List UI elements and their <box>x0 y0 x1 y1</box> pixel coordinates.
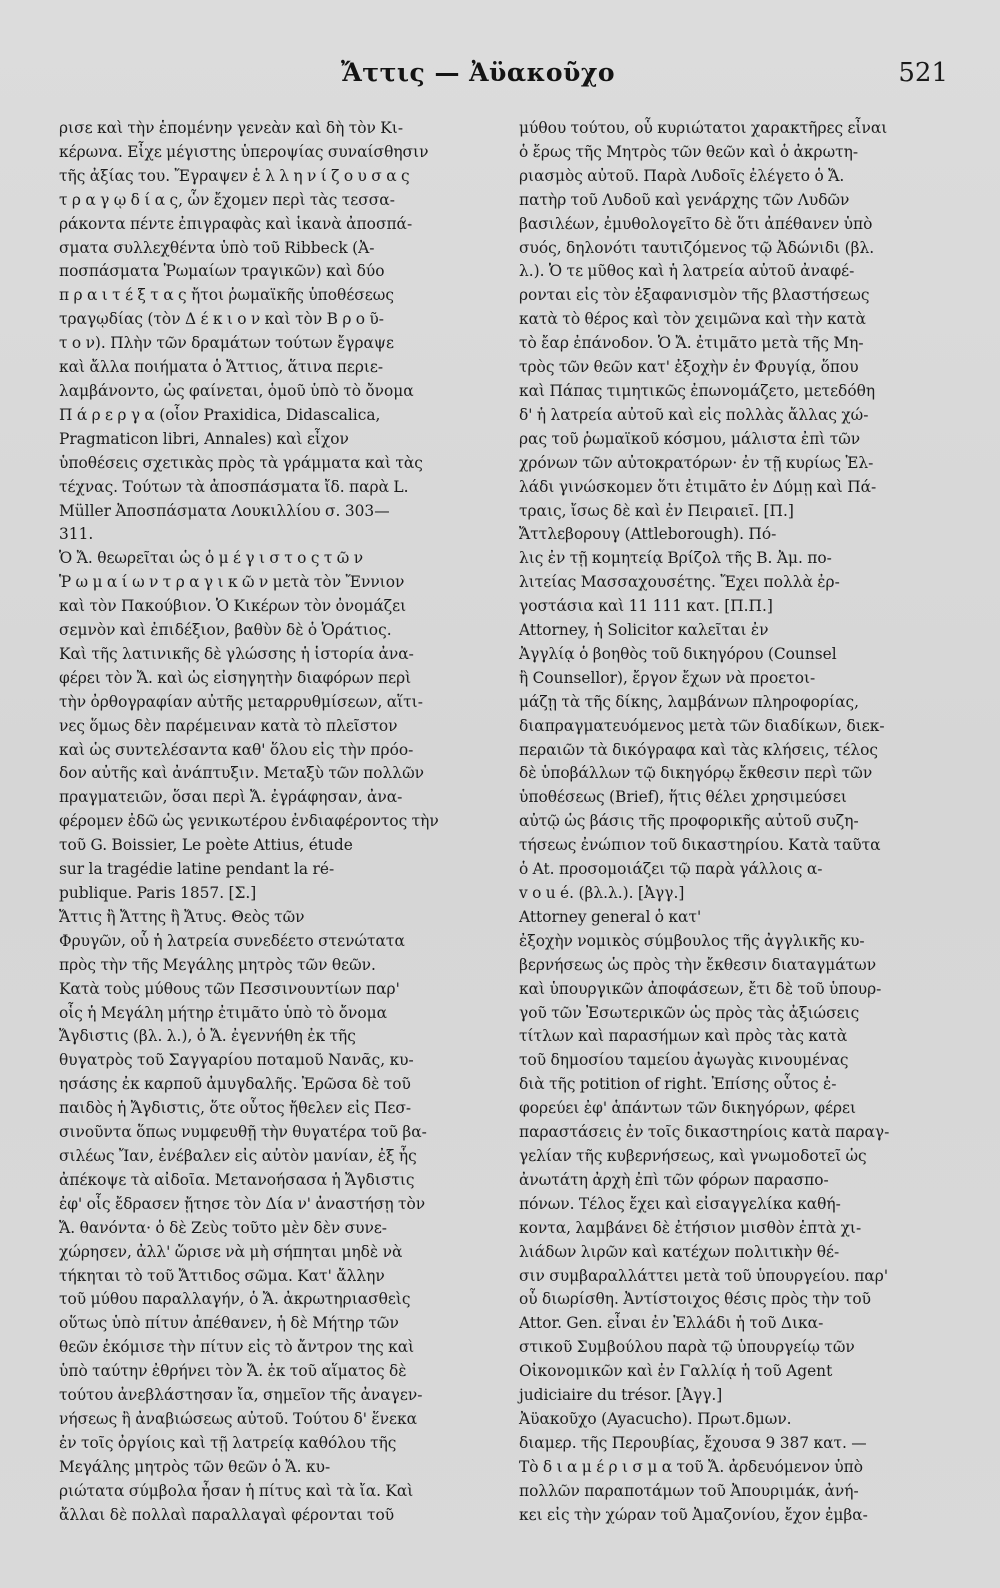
text-line: στικοῦ Συμβούλου παρὰ τῷ ὑπουργείῳ τῶν <box>519 1338 855 1357</box>
text-line: γοῦ τῶν Ἐσωτερικῶν ὡς πρὸς τὰς ἀξιώσεις <box>519 1003 860 1022</box>
text-line: Οἰκονομικῶν καὶ ἐν Γαλλίᾳ ἡ τοῦ Agent <box>519 1362 833 1381</box>
text-line: ἀπέκοψε τὰ αἰδοῖα. Μετανοήσασα ἡ Ἄγδιστις <box>59 1170 415 1189</box>
text-line: Attor. Gen. εἶναι ἐν Ἑλλάδι ἡ τοῦ Δικα- <box>519 1314 824 1333</box>
text-line: Π ά ρ ε ρ γ α (οἷον Praxidica, Didascalica, <box>59 405 381 424</box>
text-line: νήσεως ἢ ἀναβιώσεως αὐτοῦ. Τούτου δ' ἕνεκα <box>59 1409 417 1428</box>
text-line: ἄλλαι δὲ πολλαὶ παραλλαγαὶ φέρονται τοῦ <box>59 1505 395 1524</box>
text-line: γελίαν τῆς κυβερνήσεως, καὶ γνωμοδοτεῖ ὡς <box>519 1146 867 1165</box>
text-line: λ.). Ὁ τε μῦθος καὶ ἡ λατρεία αὐτοῦ ἀναφέ- <box>519 262 855 281</box>
text-line: τήκηται τὸ τοῦ Ἄττιδος σῶμα. Κατ' ἄλλην <box>59 1266 385 1285</box>
running-title: Ἄττις — Ἀϋακοῦχο <box>340 58 615 87</box>
text-line: ησάσης ἐκ καρποῦ ἀμυγδαλῆς. Ἐρῶσα δὲ τοῦ <box>59 1075 411 1094</box>
text-line: τ ο ν). Πλὴν τῶν δραμάτων τούτων ἔγραψε <box>59 334 394 353</box>
text-line: τούτου ἀνεβλάστησαν ἴα, σημεῖον τῆς ἀναγεν- <box>59 1386 423 1405</box>
text-line: τέχνας. Τούτων τὰ ἀποσπάσματα ἴδ. παρὰ L. <box>59 477 409 496</box>
text-line: διαπραγματευόμενος μετὰ τῶν διαδίκων, διεκ- <box>519 716 885 735</box>
text-line: Κατὰ τοὺς μύθους τῶν Πεσσινουντίων παρ' <box>59 979 400 998</box>
text-line: π ρ α ι τ έ ξ τ α ς ἤτοι ῥωμαϊκῆς ὑποθέσεως <box>59 286 394 305</box>
text-line: διὰ τῆς potition of right. Ἐπίσης οὗτος ἐ- <box>519 1075 837 1094</box>
text-line: ὁ ἔρως τῆς Μητρὸς τῶν θεῶν καὶ ὁ ἀκρωτη- <box>519 142 859 161</box>
text-line: καὶ ἄλλα ποιήματα ὁ Ἄττιος, ἅτινα περιε- <box>59 358 384 377</box>
text-line: publique. Paris 1857. [Σ.] <box>59 884 257 902</box>
text-line: κέρωνα. Εἶχε μέγιστης ὑπεροψίας συναίσθησιν <box>59 142 429 161</box>
text-line: ὑποθέσεως (Brief), ἥτις θέλει χρησιμεύσει <box>519 788 847 807</box>
text-line: πραγματειῶν, ὅσαι περὶ Ἄ. ἐγράφησαν, ἀνα- <box>59 788 403 807</box>
text-line: sur la tragédie latine pendant la ré- <box>59 860 335 879</box>
text-line: Ἀϋακοῦχο (Ayacucho). Πρωτ.δμων. <box>519 1409 792 1428</box>
text-line: φορεύει ἐφ' ἁπάντων τῶν δικηγόρων, φέρει <box>519 1099 857 1118</box>
text-line: ρας τοῦ ῥωμαϊκοῦ κόσμου, μάλιστα ἐπὶ τῶν <box>519 429 861 448</box>
page-number: 521 <box>898 58 948 88</box>
text-line: ριασμὸς αὐτοῦ. Παρὰ Λυδοῖς ἐλέγετο ὁ Ἄ. <box>519 166 845 185</box>
text-line: μάζῃ τὰ τῆς δίκης, λαμβάνων πληροφορίας, <box>519 692 859 711</box>
text-line: τ ρ α γ ῳ δ ί α ς, ὧν ἔχομεν περὶ τὰς τεσσα- <box>59 190 395 209</box>
text-line: σματα συλλεχθέντα ὑπὸ τοῦ Ribbeck (Ἀ- <box>59 238 375 257</box>
text-line: ὑπὸ ταύτην ἐθρήνει τὸν Ἄ. ἐκ τοῦ αἵματος δὲ <box>59 1362 407 1381</box>
text-line: λάδι γινώσκομεν ὅτι ἐτιμᾶτο ἐν Δύμῃ καὶ Πά- <box>519 477 877 496</box>
text-line: αὐτῷ ὡς βάσις τῆς προφορικῆς αὐτοῦ συζη- <box>519 812 859 831</box>
text-line: Ἄττλεβορουγ (Attleborough). Πό- <box>519 525 777 544</box>
text-line: τήσεως ἐνώπιον τοῦ δικαστηρίου. Κατὰ ταῦτα <box>519 836 881 855</box>
text-line: σινοῦντα ὅπως νυμφευθῇ τὴν θυγατέρα τοῦ βα- <box>59 1123 427 1142</box>
text-line: Ἄ. θανόντα· ὁ δὲ Ζεὺς τοῦτο μὲν δὲν συνε- <box>59 1218 388 1237</box>
text-line: λαμβάνοντο, ὡς φαίνεται, ὁμοῦ ὑπὸ τὸ ὄνομα <box>59 381 414 400</box>
text-line: Καὶ τῆς λατινικῆς δὲ γλώσσης ἡ ἱστορία ἀνα- <box>59 644 414 663</box>
text-line: τραις, ἴσως δὲ καὶ ἐν Πειραιεῖ. [Π.] <box>519 501 794 520</box>
text-line: Attorney general ὁ κατ' <box>519 907 702 926</box>
running-header <box>0 58 1000 98</box>
text-line: ρονται εἰς τὸν ἐξαφανισμὸν τῆς βλαστήσεως <box>519 286 870 305</box>
text-line: Müller Ἀποσπάσματα Λουκιλλίου σ. 303— <box>59 501 390 520</box>
text-line: τρὸς τῶν θεῶν κατ' ἐξοχὴν ἐν Φρυγίᾳ, ὅπου <box>519 358 859 377</box>
text-line: οἷς ἡ Μεγάλη μήτηρ ἐτιμᾶτο ὑπὸ τὸ ὄνομα <box>59 1003 387 1022</box>
text-line: Ὁ Ἄ. θεωρεῖται ὡς ὁ μ έ γ ι σ τ ο ς τ ῶ ν <box>59 549 364 568</box>
text-line: παιδὸς ἡ Ἄγδιστις, ὅτε οὗτος ἤθελεν εἰς Πεσ- <box>59 1099 412 1118</box>
text-line: μύθου τούτου, οὗ κυριώτατοι χαρακτῆρες εἶναι <box>519 119 888 137</box>
text-line: καὶ τὸν Πακούβιον. Ὁ Κικέρων τὸν ὀνομάζει <box>59 597 407 616</box>
text-line: θεῶν ἐκόμισε τὴν πίτυν εἰς τὸ ἄντρον της καὶ <box>59 1338 415 1357</box>
text-line: ἐφ' οἷς ἔδρασεν ᾔτησε τὸν Δία ν' ἀναστήσῃ τὸν <box>59 1194 426 1213</box>
text-line: λις ἐν τῇ κομητείᾳ Βρίζολ τῆς Β. Ἀμ. πο- <box>519 549 832 568</box>
text-line: ἐξοχὴν νομικὸς σύμβουλος τῆς ἀγγλικῆς κυ- <box>519 931 865 950</box>
text-line: Φρυγῶν, οὗ ἡ λατρεία συνεδέετο στενώτατα <box>59 931 405 950</box>
text-line: βερνήσεως ὡς πρὸς τὴν ἔκθεσιν διαταγμάτων <box>519 955 877 974</box>
right-column <box>519 117 937 1527</box>
text-line: λιτείας Μασσαχουσέτης. Ἔχει πολλὰ ἐρ- <box>519 573 840 592</box>
text-line: ριώτατα σύμβολα ἦσαν ἡ πίτυς καὶ τὰ ἴα. Καὶ <box>59 1481 414 1500</box>
text-line: τοῦ δημοσίου ταμείου ἀγωγὰς κινουμένας <box>519 1051 849 1070</box>
text-line: διαμερ. τῆς Περουβίας, ἔχουσα 9 387 κατ. — <box>519 1433 867 1452</box>
text-line: τραγῳδίας (τὸν Δ έ κ ι ο ν καὶ τὸν Β ρ ο ῦ- <box>59 310 384 329</box>
text-line: κει εἰς τὴν χώραν τοῦ Ἀμαζονίου, ἔχον ἐμβα- <box>519 1505 868 1524</box>
text-line: τοῦ G. Boissier, Le poète Attius, étude <box>59 836 353 855</box>
text-line: Ἀγγλίᾳ ὁ βοηθὸς τοῦ δικηγόρου (Counsel <box>519 644 837 663</box>
text-line: οὕτως ὑπὸ πίτυν ἀπέθανεν, ἡ δὲ Μήτηρ τῶν <box>59 1314 399 1333</box>
text-line: τίτλων καὶ παρασήμων καὶ πρὸς τὰς κατὰ <box>519 1027 848 1046</box>
text-line: θυγατρὸς τοῦ Σαγγαρίου ποταμοῦ Νανᾶς, κυ- <box>59 1051 414 1070</box>
text-line: ὑποθέσεις σχετικὰς πρὸς τὰ γράμματα καὶ τὰς <box>59 453 423 472</box>
text-line: judiciaire du trésor. [Ἀγγ.] <box>519 1386 723 1405</box>
text-line: οὗ διωρίσθη. Ἀντίστοιχος θέσις πρὸς τὴν τοῦ <box>519 1290 872 1309</box>
text-line: τὴν ὀρθογραφίαν αὐτῆς μεταρρυθμίσεων, αἵτι- <box>59 692 423 711</box>
text-line: ὁ At. προσομοιάζει τῷ παρὰ γάλλοις α- <box>519 860 823 879</box>
text-line: περαιῶν τὰ δικόγραφα καὶ τὰς κλήσεις, τέλος <box>519 740 879 759</box>
text-line: φέρει τὸν Ἄ. καὶ ὡς εἰσηγητὴν διαφόρων περὶ <box>59 668 412 687</box>
text-line: σιλέως Ἴαν, ἐνέβαλεν εἰς αὐτὸν μανίαν, ἐξ ἧς <box>59 1146 417 1165</box>
text-line: πρὸς τὴν τῆς Μεγάλης μητρὸς τῶν θεῶν. <box>59 955 376 974</box>
text-line: Τὸ δ ι α μ έ ρ ι σ μ α τοῦ Ἄ. ἀρδευόμενον ὑπὸ <box>519 1457 863 1476</box>
text-line: δὲ ὑποβάλλων τῷ δικηγόρῳ ἔκθεσιν περὶ τῶν <box>519 764 873 783</box>
text-line: ἐν τοῖς ὀργίοις καὶ τῇ λατρείᾳ καθόλου τῆς <box>59 1433 397 1452</box>
text-line: βασιλέων, ἐμυθολογεῖτο δὲ ὅτι ἀπέθανεν ὑπὸ <box>519 214 873 233</box>
text-line: Ῥ ω μ α ί ω ν τ ρ α γ ι κ ῶ ν μετὰ τὸν Ἔννιον <box>59 573 405 592</box>
text-line: φέρομεν ἐδῶ ὡς γενικωτέρου ἐνδιαφέροντος τὴν <box>59 812 439 831</box>
text-line: πολλῶν παραποτάμων τοῦ Ἀπουριμάκ, ἀνή- <box>519 1481 859 1500</box>
left-column <box>59 117 479 1527</box>
text-line: συός, δηλονότι ταυτιζόμενος τῷ Ἀδώνιδι (βλ. <box>519 238 875 257</box>
text-line: σιν συμβαραλλάττει μετὰ τοῦ ὑπουργείου. παρ' <box>519 1266 889 1285</box>
text-line: κατὰ τὸ θέρος καὶ τὸν χειμῶνα καὶ τὴν κατὰ <box>519 310 866 329</box>
text-line: νες ὅμως δὲν παρέμειναν κατὰ τὸ πλεῖστον <box>59 716 398 735</box>
text-line: σεμνὸν καὶ ἐπιδέξιον, βαθὺν δὲ ὁ Ὁράτιος. <box>59 621 392 640</box>
text-line: Attorney, ἡ Solicitor καλεῖται ἐν <box>519 621 769 640</box>
text-line: πατὴρ τοῦ Λυδοῦ καὶ γενάρχης τῶν Λυδῶν <box>519 190 850 209</box>
text-line: Ἄγδιστις (βλ. λ.), ὁ Ἄ. ἐγεννήθη ἐκ τῆς <box>59 1027 356 1046</box>
text-line: καὶ ὡς συντελέσαντα καθ' ὅλου εἰς τὴν πρόο- <box>59 740 414 759</box>
text-line: Ἄττις ἢ Ἄττης ἢ Ἄτυς. Θεὸς τῶν <box>59 907 305 926</box>
text-line: δον αὐτῆς καὶ ἀνάπτυξιν. Μεταξὺ τῶν πολλῶν <box>59 764 424 783</box>
text-line: Pragmaticon libri, Annales) καὶ εἶχον <box>59 429 349 448</box>
text-line: δ' ἡ λατρεία αὐτοῦ καὶ εἰς πολλὰς ἄλλας χώ- <box>519 405 869 424</box>
text-line: γοστάσια καὶ 11 111 κατ. [Π.Π.] <box>519 597 773 616</box>
text-line: λιάδων λιρῶν καὶ κατέχων πολιτικὴν θέ- <box>519 1242 840 1261</box>
text-line: τὸ ἔαρ ἐπάνοδον. Ὁ Ἄ. ἐτιμᾶτο μετὰ τῆς Μη- <box>519 334 864 353</box>
text-line: ἀνωτάτη ἀρχὴ ἐπὶ τῶν φόρων παρασπο- <box>519 1170 829 1189</box>
text-line: καὶ Πάπας τιμητικῶς ἐπωνομάζετο, μετεδόθη <box>519 381 876 400</box>
text-line: ποσπάσματα Ῥωμαίων τραγικῶν) καὶ δύο <box>59 262 385 281</box>
text-line: ἢ Counsellor), ἔργον ἔχων νὰ προετοι- <box>519 668 816 687</box>
text-line: Μεγάλης μητρὸς τῶν θεῶν ὁ Ἄ. κυ- <box>59 1457 331 1476</box>
text-line: ράκοντα πέντε ἐπιγραφὰς καὶ ἱκανὰ ἀποσπά- <box>59 214 413 233</box>
text-line: χρόνων τῶν αὐτοκρατόρων· ἐν τῇ κυρίως Ἑλ- <box>519 453 874 472</box>
text-line: κοντα, λαμβάνει δὲ ἐτήσιον μισθὸν ἑπτὰ χι- <box>519 1218 862 1237</box>
text-line: παραστάσεις ἐν τοῖς δικαστηρίοις κατὰ παραγ- <box>519 1123 890 1142</box>
text-line: τῆς ἀξίας του. Ἔγραψεν ἑ λ λ η ν ί ζ ο υ σ α ς <box>59 166 410 185</box>
text-line: καὶ ὑπουργικῶν ἀποφάσεων, ἔτι δὲ τοῦ ὑπουρ- <box>519 979 882 998</box>
text-line: v o u é. (βλ.λ.). [Ἀγγ.] <box>519 884 685 902</box>
text-line: χώρησεν, ἀλλ' ὥρισε νὰ μὴ σήπηται μηδὲ νὰ <box>59 1242 403 1261</box>
text-line: τοῦ μύθου παραλλαγήν, ὁ Ἄ. ἀκρωτηριασθεὶς <box>59 1290 411 1309</box>
text-line: ρισε καὶ τὴν ἑπομένην γενεὰν καὶ δὴ τὸν Κι- <box>59 119 404 137</box>
text-line: πόνων. Τέλος ἔχει καὶ εἰσαγγελίκα καθή- <box>519 1194 841 1213</box>
text-line: 311. <box>59 525 94 544</box>
